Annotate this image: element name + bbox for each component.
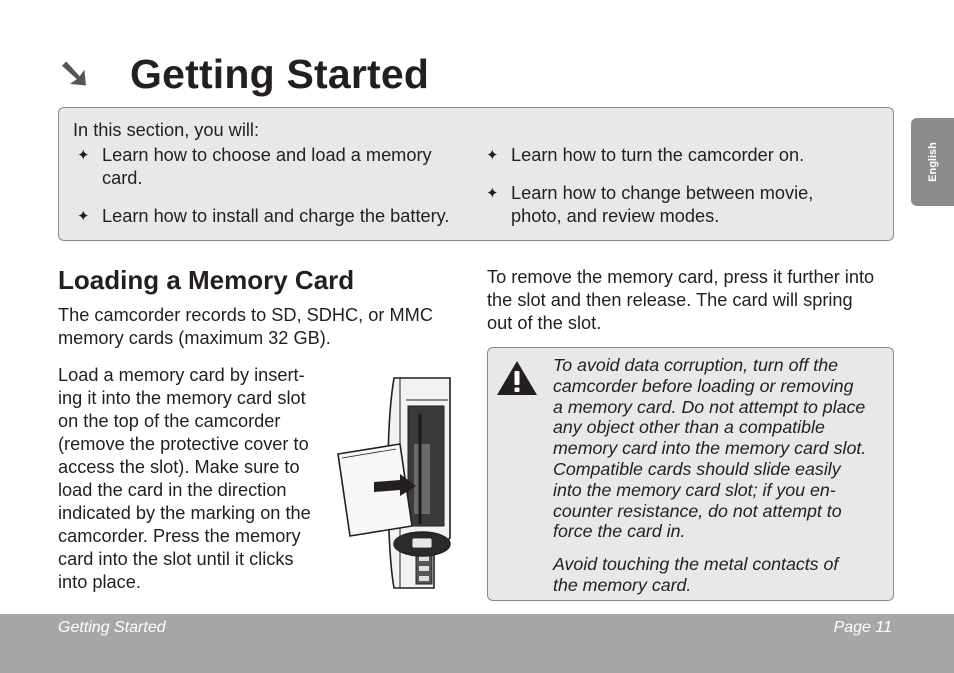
line: access the slot). Make sure to bbox=[58, 457, 300, 477]
footer-page-number: Page 11 bbox=[833, 619, 892, 636]
section-summary-box bbox=[58, 107, 894, 241]
line: camcorder before loading or removing bbox=[553, 375, 854, 396]
line: Avoid touching the metal contacts of bbox=[553, 554, 839, 574]
line: load the card in the direction bbox=[58, 480, 287, 500]
summary-item-battery bbox=[102, 205, 449, 228]
slot-cover bbox=[394, 532, 450, 556]
line: Learn how to install and charge the battery. bbox=[102, 206, 450, 226]
line: into the memory card slot; if you en- bbox=[553, 479, 836, 500]
line: Compatible cards should slide easily bbox=[553, 458, 841, 479]
footer-section-name: Getting Started bbox=[58, 619, 166, 636]
load-card-paragraph bbox=[58, 364, 311, 594]
line: card into the slot until it clicks bbox=[58, 549, 294, 569]
line: camcorder. Press the memory bbox=[58, 526, 301, 546]
summary-item-modes bbox=[511, 182, 813, 228]
line: the memory card. bbox=[553, 574, 692, 595]
line: memory card into the memory card slot. bbox=[553, 438, 867, 459]
language-tab bbox=[911, 118, 954, 206]
line: Learn how to choose and load a memory bbox=[102, 145, 432, 165]
arrow-icon: ➘ bbox=[58, 52, 92, 96]
line: a memory card. Do not attempt to place bbox=[553, 396, 866, 417]
summary-intro: In this section, you will: bbox=[73, 120, 259, 140]
line: Load a memory card by insert- bbox=[58, 365, 305, 385]
line: photo, and review modes. bbox=[511, 206, 720, 226]
line: (remove the protective cover to bbox=[58, 434, 309, 454]
intro-paragraph bbox=[58, 304, 433, 350]
warning-box bbox=[487, 347, 894, 601]
line: force the card in. bbox=[553, 521, 686, 542]
warning-triangle-icon bbox=[495, 359, 539, 397]
language-tab-label: English bbox=[926, 142, 939, 182]
line: Learn how to turn the camcorder on. bbox=[511, 145, 805, 165]
warning-paragraph-corruption bbox=[553, 355, 885, 542]
camcorder-memory-card-illustration bbox=[334, 374, 460, 594]
line: indicated by the marking on the bbox=[58, 503, 311, 523]
bullet-star-icon: ✦ bbox=[486, 185, 499, 202]
line: the slot and then release. The card will spring bbox=[487, 290, 853, 310]
line: out of the slot. bbox=[487, 313, 602, 333]
bullet-star-icon: ✦ bbox=[486, 147, 499, 164]
line: into place. bbox=[58, 572, 141, 592]
line: The camcorder records to SD, SDHC, or MMC bbox=[58, 305, 433, 325]
remove-card-paragraph bbox=[487, 266, 874, 335]
summary-item-power-on bbox=[511, 144, 804, 167]
bullet-star-icon: ✦ bbox=[77, 147, 90, 164]
section-heading: Loading a Memory Card bbox=[58, 265, 355, 295]
page-footer bbox=[0, 614, 954, 673]
page-title: Getting Started bbox=[130, 51, 430, 97]
line: Learn how to change between movie, bbox=[511, 183, 814, 203]
line: counter resistance, do not attempt to bbox=[553, 500, 842, 521]
line: ing it into the memory card slot bbox=[58, 388, 306, 408]
line: any object other than a compatible bbox=[553, 417, 825, 438]
line: To remove the memory card, press it further into bbox=[487, 267, 875, 287]
summary-item-memory-card bbox=[102, 144, 432, 190]
line: To avoid data corruption, turn off the bbox=[553, 355, 839, 375]
bullet-star-icon: ✦ bbox=[77, 208, 90, 225]
line: on the top of the camcorder bbox=[58, 411, 281, 431]
line: card. bbox=[102, 168, 143, 188]
warning-paragraph-contacts bbox=[553, 554, 885, 596]
line: memory cards (maximum 32 GB). bbox=[58, 328, 331, 348]
